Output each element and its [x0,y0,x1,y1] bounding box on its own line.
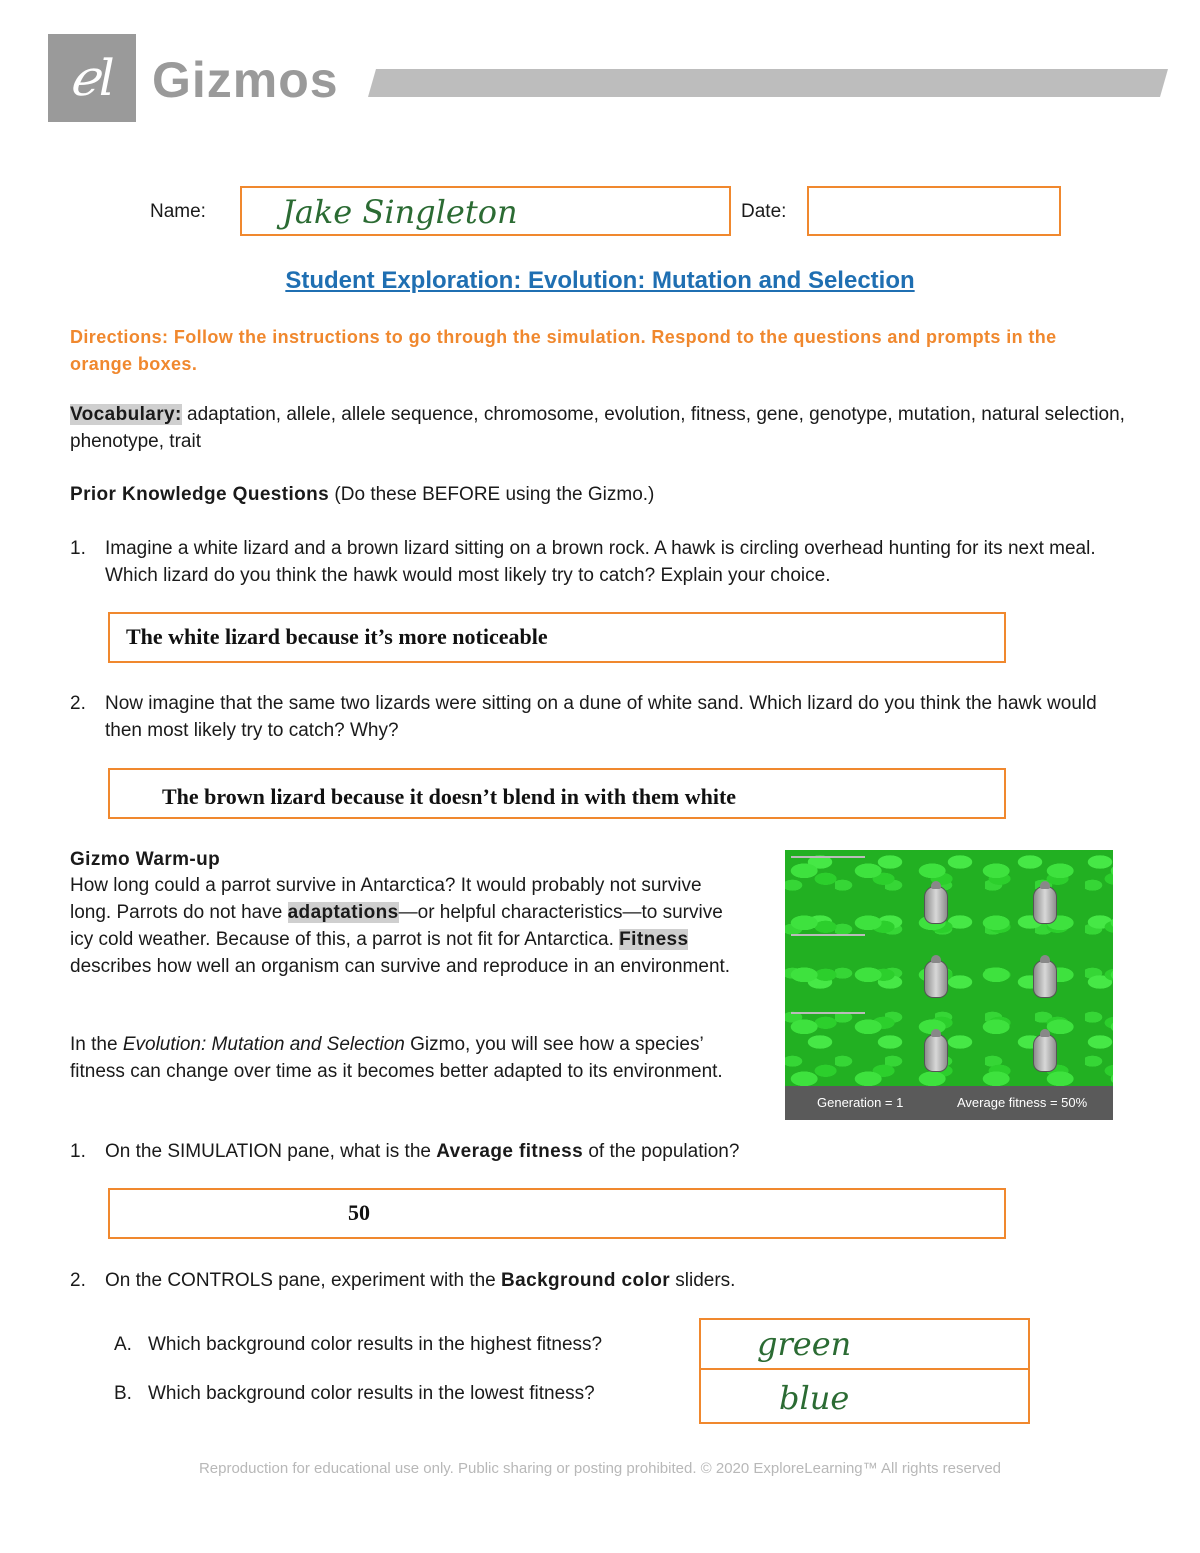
directions: Directions: Follow the instructions to go through the simulation. Respond to the questions and prompts in the orange boxes. [70,327,1057,374]
question-text-part: On the SIMULATION pane, what is the [105,1141,437,1162]
date-field[interactable] [807,186,1061,236]
question-number: 1. [70,538,86,559]
warmup-paragraph-2 [70,1031,730,1085]
copyright-footer: Reproduction for educational use only. Public sharing or posting prohibited. © 2020 ExploreLearning™ All rights reserved [198,1460,1002,1477]
question-number: 2. [70,693,86,714]
slider-tick [791,856,865,858]
answer-handwriting: green [757,1325,852,1363]
sub-question-letter: A. [114,1334,132,1355]
answer-text: 50 [348,1200,370,1225]
answer-box-lowest[interactable] [699,1368,1030,1424]
brand-name: Gizmos [152,52,339,108]
answer-box[interactable] [108,612,1006,663]
answer-handwriting: blue [779,1379,850,1417]
answer-text: The white lizard because it’s more noticeable [126,624,548,649]
name-handwriting: Jake Singleton [282,193,518,231]
beetle-icon [924,960,948,998]
question-text-part: of the population? [583,1141,740,1162]
beetle-icon [1033,960,1057,998]
question-text: Now imagine that the same two lizards were sitting on a dune of white sand. Which lizard do you think the hawk would then most likely try to catch? Why? [105,693,1097,741]
sub-question-text: Which background color results in the highest fitness? [148,1334,603,1355]
question-keyword: Background color [501,1270,670,1291]
prior-heading-text: Prior Knowledge Questions [70,484,330,505]
question-text: Imagine a white lizard and a brown lizard sitting on a brown rock. A hawk is circling overhead hunting for its next meal. Which lizard do you think the hawk would most likely try to catch? Explain your choice. [105,538,1096,586]
beetle-icon [1033,1034,1057,1072]
prior-knowledge-heading [70,481,654,508]
warmup-text: describes how well an organism can survive and reproduce in an environment. [70,956,731,977]
warmup-paragraph [70,872,740,980]
name-field[interactable] [240,186,731,236]
warmup-text: How long could a parrot survive in Antarctica? It would probably not survive long. Parrots do not have [70,875,702,923]
prior-heading-note: (Do these BEFORE using the Gizmo.) [329,484,655,505]
slider-tick [791,934,865,936]
beetle-icon [1033,886,1057,924]
vocabulary-label: Vocabulary: [70,404,182,425]
generation-readout: Generation = 1 [817,1095,904,1110]
answer-box[interactable] [108,768,1006,819]
answer-box[interactable] [108,1188,1006,1239]
warmup-text: In the [70,1034,123,1055]
simulation-screenshot [785,850,1113,1120]
beetle-icon [924,886,948,924]
question-keyword: Average fitness [436,1141,584,1162]
fitness-readout: Average fitness = 50% [957,1095,1088,1110]
vocabulary [70,401,1130,455]
sub-question-text: Which background color results in the lowest fitness? [148,1383,595,1404]
answer-box-highest[interactable] [699,1318,1030,1370]
warmup-text: Gizmo, you will see how a species’ fitness can change over time as it becomes better adapted to its environment. [70,1034,723,1082]
header-bar [368,69,1168,97]
warmup-heading: Gizmo Warm-up [70,849,221,870]
warmup-text: —or helpful characteristics—to survive icy cold weather. Because of this, a parrot is not fit for Antarctica. [70,902,723,950]
name-label: Name: [150,201,206,222]
question-text-part: On the CONTROLS pane, experiment with the [105,1270,502,1291]
slider-tick [791,1012,865,1014]
question-number: 2. [70,1270,86,1291]
leaf-background [785,850,1113,1086]
question-text-part: sliders. [670,1270,736,1291]
gizmo-name: Evolution: Mutation and Selection [122,1034,405,1055]
question-text [105,1138,1145,1165]
question-text [105,1267,1145,1294]
term-adaptations: adaptations [287,902,399,923]
el-logo-icon: ℯl [69,49,115,107]
sub-question-letter: B. [114,1383,132,1404]
answer-text: The brown lizard because it doesn’t blend in with them white [162,784,737,809]
page-title: Student Exploration: Evolution: Mutation and Selection [285,267,915,294]
question-number: 1. [70,1141,86,1162]
term-fitness: Fitness [619,929,689,950]
date-label: Date: [741,201,787,222]
vocabulary-terms: adaptation, allele, allele sequence, chromosome, evolution, fitness, gene, genotype, mutation, natural selection, phenotype, trait [70,404,1125,452]
beetle-icon [924,1034,948,1072]
